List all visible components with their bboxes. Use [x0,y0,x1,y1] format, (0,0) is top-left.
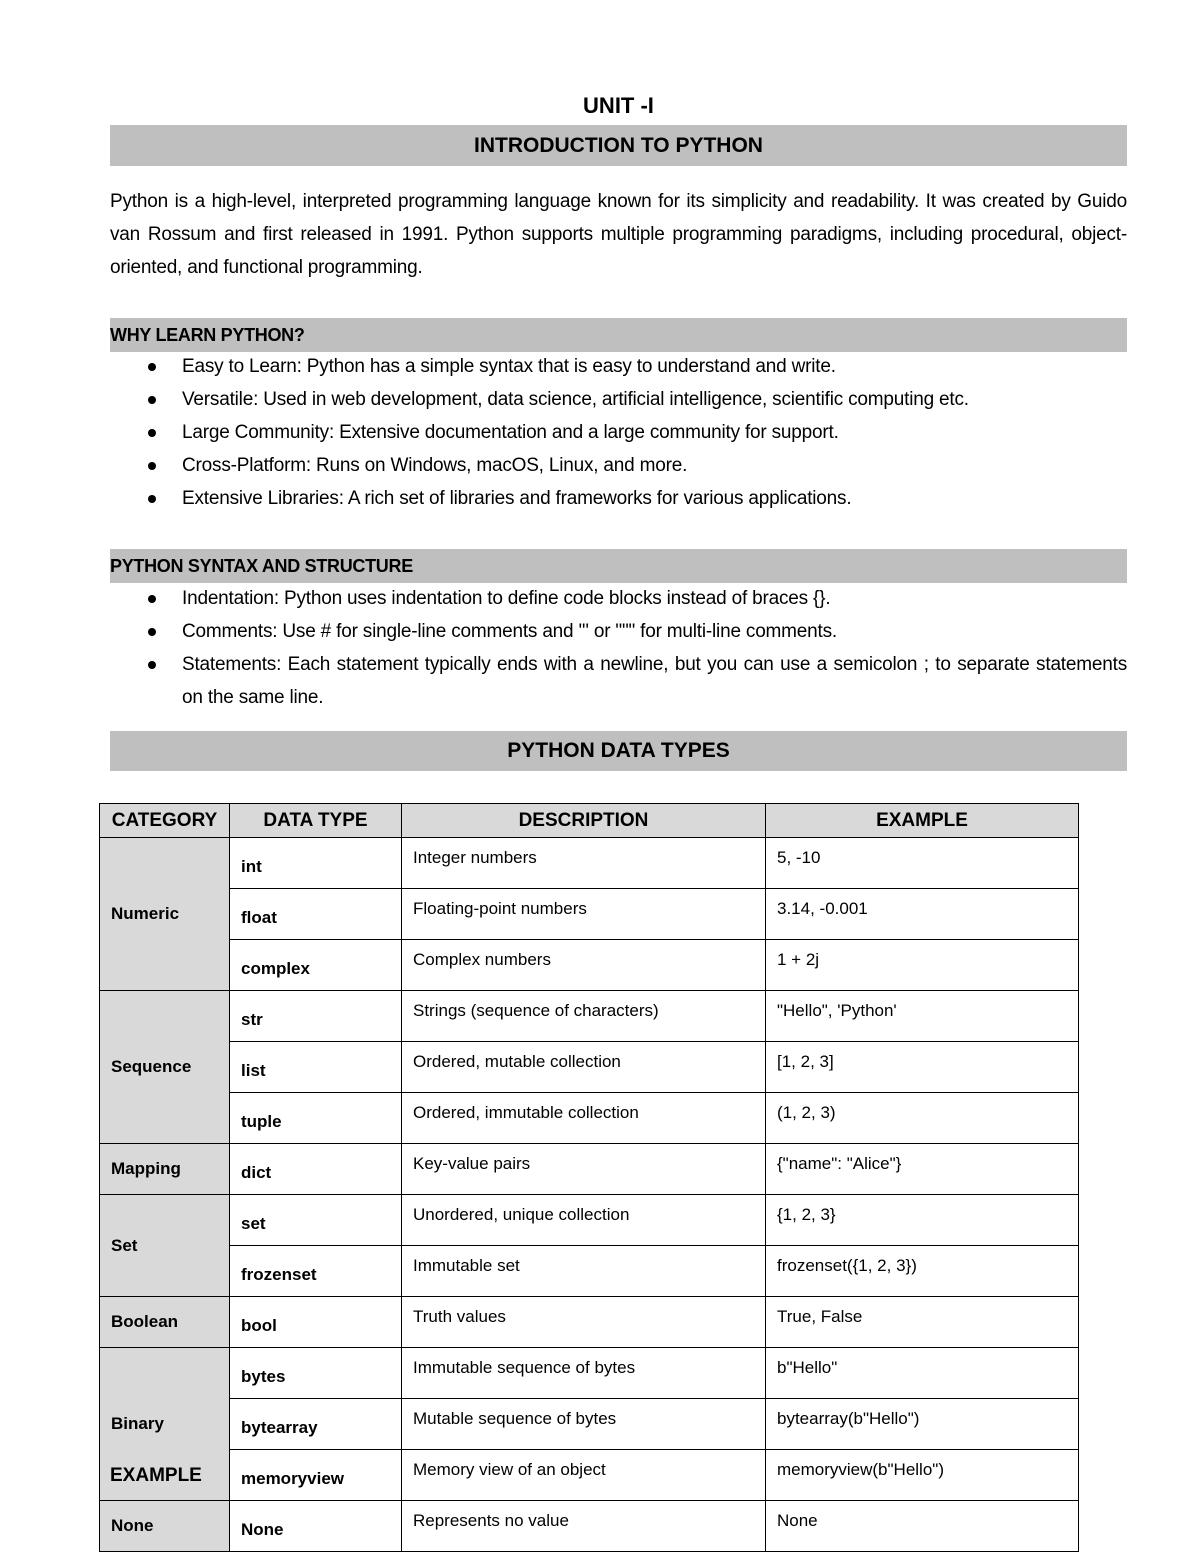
bullet-icon [148,363,156,371]
table-row [100,1297,1079,1348]
type-cell: list [230,1042,402,1093]
example-cell: 3.14, -0.001 [766,889,1079,940]
table-row [100,1093,1079,1144]
type-cell: int [230,838,402,889]
table-row [100,1501,1079,1552]
header-description: DESCRIPTION [402,804,766,838]
description-cell: Represents no value [402,1501,766,1552]
category-cell: Set [100,1195,230,1297]
type-cell: bool [230,1297,402,1348]
list-item [110,383,1127,416]
intro-paragraph: Python is a high-level, interpreted programming language known for its simplicity and readability. It was created by Guido van Rossum and first released in 1991. Python supports multiple programming paradigms, including procedural, object-oriented, and functional programming. [110,191,1127,278]
example-cell: 5, -10 [766,838,1079,889]
table-row [100,1450,1079,1501]
category-cell: Numeric [100,838,230,991]
description-cell: Floating-point numbers [402,889,766,940]
description-cell: Unordered, unique collection [402,1195,766,1246]
example-cell: {1, 2, 3} [766,1195,1079,1246]
list-item [110,350,1127,383]
list-item-text: Extensive Libraries: A rich set of libraries and frameworks for various applications. [182,488,852,509]
table-row [100,991,1079,1042]
type-cell: memoryview [230,1450,402,1501]
example-cell: 1 + 2j [766,940,1079,991]
list-item-text: Statements: Each statement typically ends with a newline, but you can use a semicolon ; to separate statements on the same line. [182,654,1127,708]
list-item [110,582,1127,615]
table-row [100,940,1079,991]
type-cell: str [230,991,402,1042]
syntax-list [110,582,1127,714]
list-item-text: Easy to Learn: Python has a simple syntax that is easy to understand and write. [182,356,836,377]
description-cell: Complex numbers [402,940,766,991]
table-row [100,1246,1079,1297]
syntax-heading: PYTHON SYNTAX AND STRUCTURE [110,549,1127,583]
example-cell: (1, 2, 3) [766,1093,1079,1144]
data-types-table [99,803,1079,1552]
description-cell: Memory view of an object [402,1450,766,1501]
category-cell: None [100,1501,230,1552]
list-item-text: Cross-Platform: Runs on Windows, macOS, Linux, and more. [182,455,688,476]
bullet-icon [148,396,156,404]
bullet-icon [148,495,156,503]
type-cell: float [230,889,402,940]
type-cell: frozenset [230,1246,402,1297]
list-item-text: Large Community: Extensive documentation and a large community for support. [182,422,839,443]
list-item [110,449,1127,482]
category-cell: Binary [100,1348,230,1501]
table-header-row [100,804,1079,838]
table-row [100,889,1079,940]
example-cell: "Hello", 'Python' [766,991,1079,1042]
list-item-text: Comments: Use # for single-line comments and ''' or """ for multi-line comments. [182,621,838,642]
category-cell: Sequence [100,991,230,1144]
table-row [100,838,1079,889]
description-cell: Key-value pairs [402,1144,766,1195]
example-cell: memoryview(b"Hello") [766,1450,1079,1501]
type-cell: None [230,1501,402,1552]
table-row [100,1195,1079,1246]
example-cell: bytearray(b"Hello") [766,1399,1079,1450]
list-item [110,482,1127,515]
table-row [100,1348,1079,1399]
list-item-text: Indentation: Python uses indentation to define code blocks instead of braces {}. [182,588,831,609]
example-cell: None [766,1501,1079,1552]
unit-title: UNIT -I [583,93,654,118]
example-cell: frozenset({1, 2, 3}) [766,1246,1079,1297]
why-learn-heading: WHY LEARN PYTHON? [110,318,1127,352]
description-cell: Ordered, immutable collection [402,1093,766,1144]
type-cell: tuple [230,1093,402,1144]
table-row [100,1042,1079,1093]
list-item-text: Versatile: Used in web development, data science, artificial intelligence, scientific computing etc. [182,389,969,410]
description-cell: Integer numbers [402,838,766,889]
example-label: EXAMPLE [110,1465,202,1486]
type-cell: bytes [230,1348,402,1399]
description-cell: Mutable sequence of bytes [402,1399,766,1450]
data-types-heading: PYTHON DATA TYPES [110,731,1127,771]
bullet-icon [148,595,156,603]
category-cell: Mapping [100,1144,230,1195]
list-item [110,648,1127,714]
header-data-type: DATA TYPE [230,804,402,838]
bullet-icon [148,628,156,636]
type-cell: bytearray [230,1399,402,1450]
why-learn-list [110,350,1127,515]
description-cell: Immutable sequence of bytes [402,1348,766,1399]
bullet-icon [148,462,156,470]
table-row [100,1399,1079,1450]
description-cell: Strings (sequence of characters) [402,991,766,1042]
example-cell: {"name": "Alice"} [766,1144,1079,1195]
category-cell: Boolean [100,1297,230,1348]
type-cell: dict [230,1144,402,1195]
type-cell: set [230,1195,402,1246]
example-cell: b"Hello" [766,1348,1079,1399]
header-example: EXAMPLE [766,804,1079,838]
description-cell: Immutable set [402,1246,766,1297]
list-item [110,615,1127,648]
type-cell: complex [230,940,402,991]
example-cell: [1, 2, 3] [766,1042,1079,1093]
example-cell: True, False [766,1297,1079,1348]
list-item [110,416,1127,449]
description-cell: Truth values [402,1297,766,1348]
header-category: CATEGORY [100,804,230,838]
description-cell: Ordered, mutable collection [402,1042,766,1093]
bullet-icon [148,661,156,669]
intro-heading: INTRODUCTION TO PYTHON [110,125,1127,166]
bullet-icon [148,429,156,437]
table-row [100,1144,1079,1195]
